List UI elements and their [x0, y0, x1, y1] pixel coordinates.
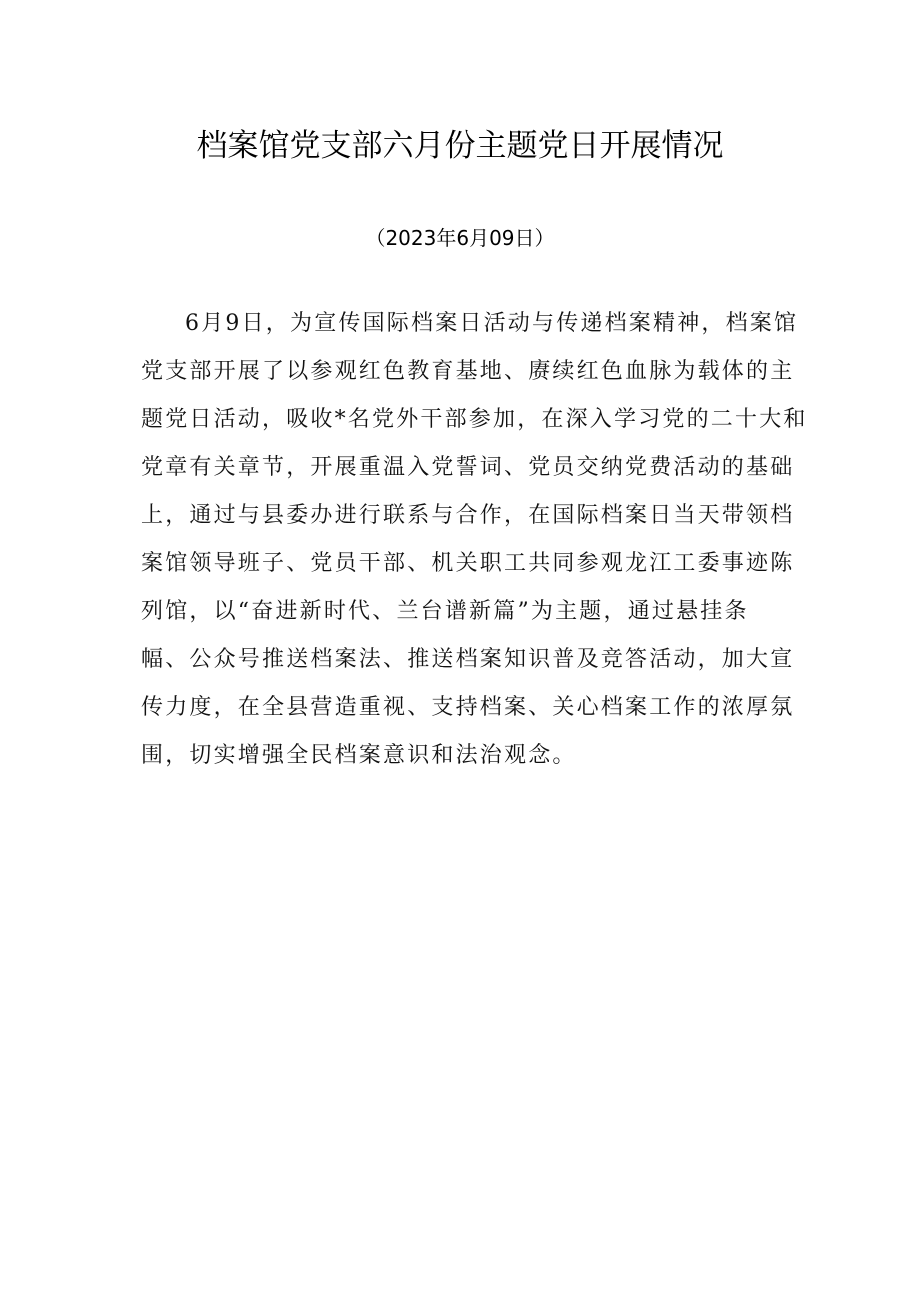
body-line: 题党日活动，吸收*名党外干部参加，在深入学习党的二十大和: [141, 407, 808, 432]
body-line: 案馆领导班子、党员干部、机关职工共同参观龙江工委事迹陈: [141, 551, 795, 576]
body-line: 列馆，以“奋进新时代、兰台谱新篇”为主题，通过悬挂条: [141, 599, 749, 624]
body-line: 围，切实增强全民档案意识和法治观念。: [141, 743, 577, 768]
document-body: [141, 300, 808, 780]
document-date: （2023年6月09日）: [365, 226, 555, 250]
body-line: 上，通过与县委办进行联系与合作，在国际档案日当天带领档: [141, 503, 795, 528]
body-line: 6月9日，为宣传国际档案日活动与传递档案精神，档案馆: [185, 311, 799, 336]
document-title: 档案馆党支部六月份主题党日开展情况: [196, 128, 724, 164]
body-line: 党章有关章节，开展重温入党誓词、党员交纳党费活动的基础: [141, 455, 795, 480]
body-line: 党支部开展了以参观红色教育基地、赓续红色血脉为载体的主: [141, 359, 795, 384]
body-line: 幅、公众号推送档案法、推送档案知识普及竞答活动，加大宣: [141, 647, 795, 672]
body-line: 传力度，在全县营造重视、支持档案、关心档案工作的浓厚氛: [141, 695, 795, 720]
